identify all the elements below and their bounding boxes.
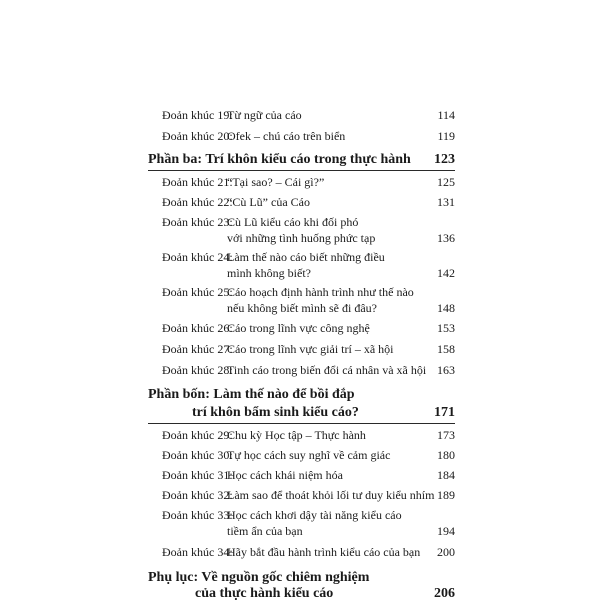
entry-label: Đoản khúc 32: — [162, 488, 233, 502]
part-heading — [0, 152, 600, 172]
appendix-page: 206 — [434, 586, 455, 601]
entry-title: nếu không biết mình sẽ đi đâu? — [227, 301, 377, 315]
entry-label: Đoản khúc 20: — [162, 129, 233, 143]
entry-page: 153 — [437, 321, 455, 335]
entry-label: Đoản khúc 25: — [162, 285, 233, 299]
entry-title: Hãy bắt đầu hành trình kiểu cáo của bạn — [227, 545, 421, 559]
toc-entry — [0, 340, 600, 360]
entry-label: Đoản khúc 23: — [162, 215, 233, 229]
toc-entry-continuation — [0, 299, 600, 319]
entry-page: 158 — [437, 342, 455, 356]
entry-title: “Cù Lũ” của Cáo — [227, 195, 310, 209]
entry-page: 173 — [437, 428, 455, 442]
appendix-title: của thực hành kiểu cáo — [195, 586, 334, 601]
entry-label: Đoản khúc 27: — [162, 342, 233, 356]
part-heading-continuation — [0, 405, 600, 425]
entry-title: Học cách khái niệm hóa — [227, 468, 343, 482]
toc-entry-continuation — [0, 522, 600, 542]
toc-entry — [0, 173, 600, 193]
toc-entry — [0, 543, 600, 563]
entry-page: 125 — [437, 175, 455, 189]
part-page: 171 — [434, 405, 455, 420]
part-rule — [148, 423, 455, 424]
toc-entry — [0, 193, 600, 213]
entry-label: Đoản khúc 34: — [162, 545, 233, 559]
entry-page: 194 — [437, 524, 455, 538]
entry-label: Đoản khúc 21: — [162, 175, 233, 189]
part-heading — [0, 387, 600, 407]
part-title: trí khôn bẩm sinh kiểu cáo? — [192, 405, 359, 420]
part-page: 123 — [434, 152, 455, 167]
entry-title: Học cách khơi dậy tài năng kiểu cáo — [227, 508, 402, 522]
entry-title: Tự học cách suy nghĩ về cảm giác — [227, 448, 391, 462]
entry-label: Đoản khúc 22: — [162, 195, 233, 209]
entry-label: Đoản khúc 19: — [162, 108, 233, 122]
entry-page: 200 — [437, 545, 455, 559]
toc-entry-continuation — [0, 229, 600, 249]
entry-label: Đoản khúc 29: — [162, 428, 233, 442]
entry-page: 180 — [437, 448, 455, 462]
toc-entry — [0, 127, 600, 147]
entry-title: Cáo hoạch định hành trình như thế nào — [227, 285, 414, 299]
toc-entry — [0, 361, 600, 381]
entry-page: 131 — [437, 195, 455, 209]
entry-title: Làm thế nào cáo biết những điều — [227, 250, 385, 264]
entry-page: 136 — [437, 231, 455, 245]
entry-page: 142 — [437, 266, 455, 280]
appendix-title: Phụ lục: Về nguồn gốc chiêm nghiệm — [148, 570, 370, 585]
toc-entry — [0, 426, 600, 446]
entry-page: 119 — [437, 129, 455, 143]
toc-entry — [0, 446, 600, 466]
entry-page: 184 — [437, 468, 455, 482]
entry-title: Từ ngữ của cáo — [227, 108, 302, 122]
entry-page: 148 — [437, 301, 455, 315]
entry-label: Đoản khúc 24: — [162, 250, 233, 264]
toc-entry — [0, 466, 600, 486]
toc-entry — [0, 486, 600, 506]
entry-label: Đoản khúc 30: — [162, 448, 233, 462]
entry-title: Cáo trong lĩnh vực công nghệ — [227, 321, 370, 335]
entry-page: 163 — [437, 363, 455, 377]
entry-page: 114 — [437, 108, 455, 122]
part-rule — [148, 170, 455, 171]
entry-label: Đoản khúc 33: — [162, 508, 233, 522]
entry-title: mình không biết? — [227, 266, 311, 280]
appendix-heading-continuation — [0, 586, 600, 606]
entry-title: Tinh cáo trong biến đổi cá nhân và xã hội — [227, 363, 427, 377]
entry-label: Đoản khúc 31: — [162, 468, 233, 482]
entry-label: Đoản khúc 28: — [162, 363, 233, 377]
entry-title: Cù Lũ kiểu cáo khi đối phó — [227, 215, 359, 229]
part-title: Phần ba: Trí khôn kiểu cáo trong thực hành — [148, 152, 411, 167]
entry-page: 189 — [437, 488, 455, 502]
entry-title: với những tình huống phức tạp — [227, 231, 376, 245]
entry-title: Cáo trong lĩnh vực giải trí – xã hội — [227, 342, 394, 356]
entry-title: Ofek – chú cáo trên biển — [227, 129, 346, 143]
entry-title: tiềm ẩn của bạn — [227, 524, 303, 538]
toc-entry — [0, 319, 600, 339]
entry-title: Làm sao để thoát khỏi lối tư duy kiểu nhím — [227, 488, 435, 502]
entry-title: “Tại sao? – Cái gì?” — [227, 175, 325, 189]
toc-entry-continuation — [0, 264, 600, 284]
entry-title: Chu kỳ Học tập – Thực hành — [227, 428, 366, 442]
toc-entry — [0, 106, 600, 126]
entry-label: Đoản khúc 26: — [162, 321, 233, 335]
part-title: Phần bốn: Làm thế nào để bồi đắp — [148, 387, 355, 402]
